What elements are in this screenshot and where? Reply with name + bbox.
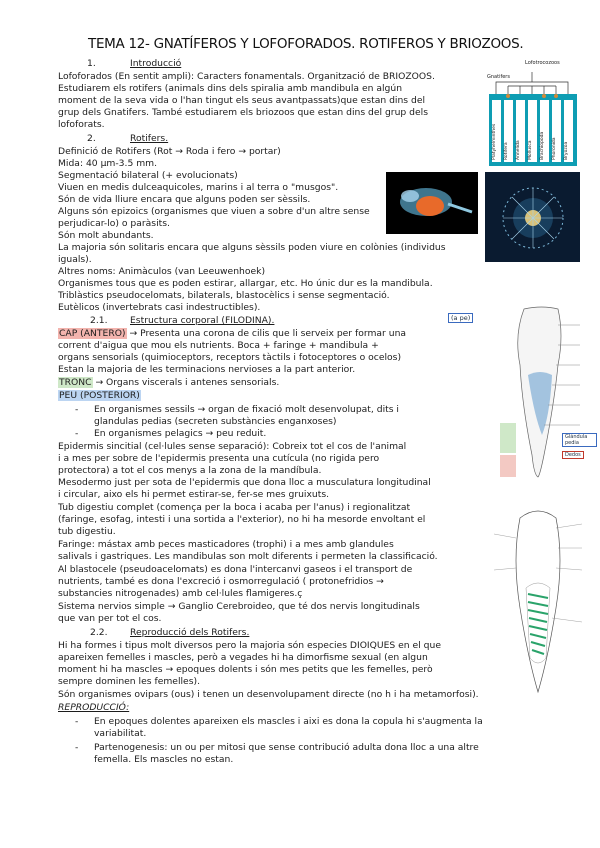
list-dash: -: [75, 428, 79, 439]
list-dash: -: [75, 716, 79, 727]
repro-line: sempre dominen les femelles).: [58, 676, 200, 687]
repro-line: moment hi ha mascles → epoques dolents i són mes petits que les femelles, però: [58, 664, 433, 675]
rotifer-line: Organismes tous que es poden estirar, allargar, etc. Ho únic dur es la mandibula.: [58, 278, 433, 289]
rotifer-line: Són de vida lliure encara que alguns poden ser sèssils.: [58, 194, 311, 205]
internal-anatomy-figure: [486, 498, 592, 698]
intro-line: moment de la seva vida o l'han tingut els seus avantpassats)que estan dins del: [58, 95, 426, 106]
rotifer-photo-icon: [386, 172, 478, 234]
repro-item: Partenogenesis: un ou per mitosi que sense contribució adulta dona lloc a una altre: [94, 742, 479, 753]
anatomy-figure: [494, 305, 597, 480]
repro-item: variabilitat.: [94, 728, 147, 739]
rotifer-line: iguals).: [58, 254, 92, 265]
tronc-label: TRONC: [59, 377, 92, 388]
section-2-2-number: 2.2.: [90, 627, 108, 638]
tree-col-label: Rotifera: [504, 142, 509, 160]
rotifer-line: Són molt abundants.: [58, 230, 154, 241]
body-line: Al blastocele (pseudoacelomats) es dona l'intercanvi gaseos i el transport de: [58, 564, 413, 575]
rotifer-line: Altres noms: Animàculos (van Leeuwenhoek): [58, 266, 266, 277]
rotifer-line: La majoria són solitaris encara que alguns sèssils poden viure en colònies (individus: [58, 242, 446, 253]
body-line: tub digestiu.: [58, 526, 116, 537]
body-line: Mesodermo just per sota de l'epidermis que dona lloc a musculatura longitudinal: [58, 477, 431, 488]
tree-col-label: Brachiopoda: [540, 131, 545, 160]
figure-tag: (a pe): [448, 313, 473, 323]
list-dash: -: [75, 404, 79, 415]
anatomy-tag: Dedos: [562, 451, 584, 459]
cap-label: CAP (ANTERO): [59, 328, 126, 339]
peu-item: En organismes sessils → organ de fixació molt desenvolupat, dits i: [94, 404, 399, 415]
intro-line: Estudiarem els rotifers (animals dins dels spiralia amb mandibula en algún: [58, 83, 403, 94]
intro-line: lofoforats.: [58, 119, 105, 130]
tree-top-label: Lofotrocozoos: [525, 60, 560, 66]
internal-anatomy-icon: [486, 498, 592, 698]
repro-line: Hi ha formes i tipus molt diversos pero la majoria són especies DIOIQUES en el que: [58, 640, 441, 651]
peu-item: glandulas pedias (secreten substàncies enganxoses): [94, 416, 337, 427]
body-line: nutrients, també es dona l'excreció i osmorregulació ( protonefridios →: [58, 576, 384, 587]
tronc-text: → Organs viscerals i antenes sensorials.: [95, 377, 280, 388]
cap-line: [58, 328, 406, 340]
cap-line: organs sensorials (quimioceptors, receptors tàctils i fotoceptores o ocelos): [58, 352, 402, 363]
section-2-heading: Rotifers.: [130, 133, 169, 144]
cap-line: Estan la majoria de les terminacions nervioses a la part anterior.: [58, 364, 356, 375]
tronc-line: [58, 377, 279, 389]
intro-line: Lofoforados (En sentit ampli): Caracters fonamentals. Organització de BRIOZOOS.: [58, 71, 435, 82]
intro-line: grup dels Gnatifers. També estudiarem els briozoos que estan dins del grup dels: [58, 107, 428, 118]
peu-label: PEU (POSTERIOR): [59, 390, 140, 401]
body-line: i a mes per sobre de l'epidermis presenta una cutícula (no rigida pero: [58, 453, 380, 464]
phylogeny-figure: [483, 60, 583, 170]
rotifer-line: Segmentació bilateral (+ evolucionats): [58, 170, 238, 181]
rotifer-photo: [386, 172, 478, 234]
body-line: i circular, aixo els hi permet estirar-se, fer-se mes gruixuts.: [58, 489, 330, 500]
tree-col-label: Phoronida: [552, 137, 557, 160]
body-line: substancies nitrogenades) amb cel·lules flamigeres.ç: [58, 588, 303, 599]
repro-item: femella. Els mascles no estan.: [94, 754, 234, 765]
page-title: TEMA 12- GNATÍFEROS Y LOFOFORADOS. ROTIFEROS Y BRIOZOOS.: [88, 36, 524, 52]
section-2-2-heading: Reproducció dels Rotifers.: [130, 627, 250, 638]
repro-item: En epoques dolentes apareixen els mascles i aixi es dona la copula hi s'augmenta la: [94, 716, 483, 727]
body-line: protectora) a tot el cos menys a la zona de la mandíbula.: [58, 465, 322, 476]
section-2-1-number: 2.1.: [90, 315, 108, 326]
cap-text: → Presenta una corona de cilis que li serveix per formar una: [129, 328, 407, 339]
peu-line: [58, 390, 141, 402]
body-line: (faringe, esofag, intesti i una sortida a l'exterior), no hi ha mesorde envoltant el: [58, 514, 426, 525]
body-line: Sistema nervios simple → Ganglio Cerebroideo, que té dos nervis longitudinals: [58, 601, 420, 612]
rotifer-line: Mida: 40 µm-3.5 mm.: [58, 158, 158, 169]
tree-col-label: Annelida: [516, 140, 521, 160]
list-dash: -: [75, 742, 79, 753]
section-1-number: 1.: [87, 58, 96, 69]
section-1-heading: Introducció: [130, 58, 182, 69]
body-line: que van per tot el cos.: [58, 613, 162, 624]
repro-line: apareixen femelles i mascles, però a vegades hi ha dimorfisme sexual (en algun: [58, 652, 428, 663]
rotifer-line: perjudicar-lo) o paràsits.: [58, 218, 170, 229]
repro-line: Són organismes ovipars (ous) i tenen un desenvolupament directe (no h i ha metamorfosi).: [58, 689, 479, 700]
peu-item: En organismes pelagics → peu reduit.: [94, 428, 267, 439]
body-line: Faringe: mástax amb peces masticadores (trophi) i a mes amb glandules: [58, 539, 394, 550]
rotifer-line: Eutèlicos (invertebrats casi indestructibles).: [58, 302, 261, 313]
section-2-1-heading: Estructura corporal (FILODINA).: [130, 315, 275, 326]
rotifer-line: Triblàstics pseudocelomats, bilaterals, blastocèlics i sense segmentació.: [58, 290, 390, 301]
cap-line: corrent d'aigua que mou els nutrients. Boca + faringe + mandibula +: [58, 340, 379, 351]
rotifer-line: Definició de Rotifers (Rot → Roda i fero → portar): [58, 146, 281, 157]
tree-col-label: Bryozoa: [564, 141, 569, 160]
colony-photo: [485, 172, 580, 262]
rotifer-line: Viuen en medis dulceaquicoles, marins i al terra o "musgos".: [58, 182, 339, 193]
rotifer-line: Alguns són epizoics (organismes que viuen a sobre d'un altre sense: [58, 206, 370, 217]
body-line: Tub digestiu complet (comença per la boca i acaba per l'anus) i regionalitzat: [58, 502, 411, 513]
tree-col-label: Mollusca: [528, 140, 533, 160]
anatomy-tag: Glándula pedia: [562, 433, 597, 447]
colony-photo-icon: [485, 172, 580, 262]
repro-heading: REPRODUCCIÓ:: [58, 702, 130, 713]
body-line: salivals i gastriques. Les mandibulas son molt diferents i permeten la classificació.: [58, 551, 438, 562]
tree-left-label: Gnatifers: [487, 74, 510, 80]
section-2-number: 2.: [87, 133, 96, 144]
body-line: Epidermis sincitial (cel·lules sense separació): Cobreix tot el cos de l'animal: [58, 441, 407, 452]
tree-col-label: Platyhelminthes: [492, 123, 497, 160]
